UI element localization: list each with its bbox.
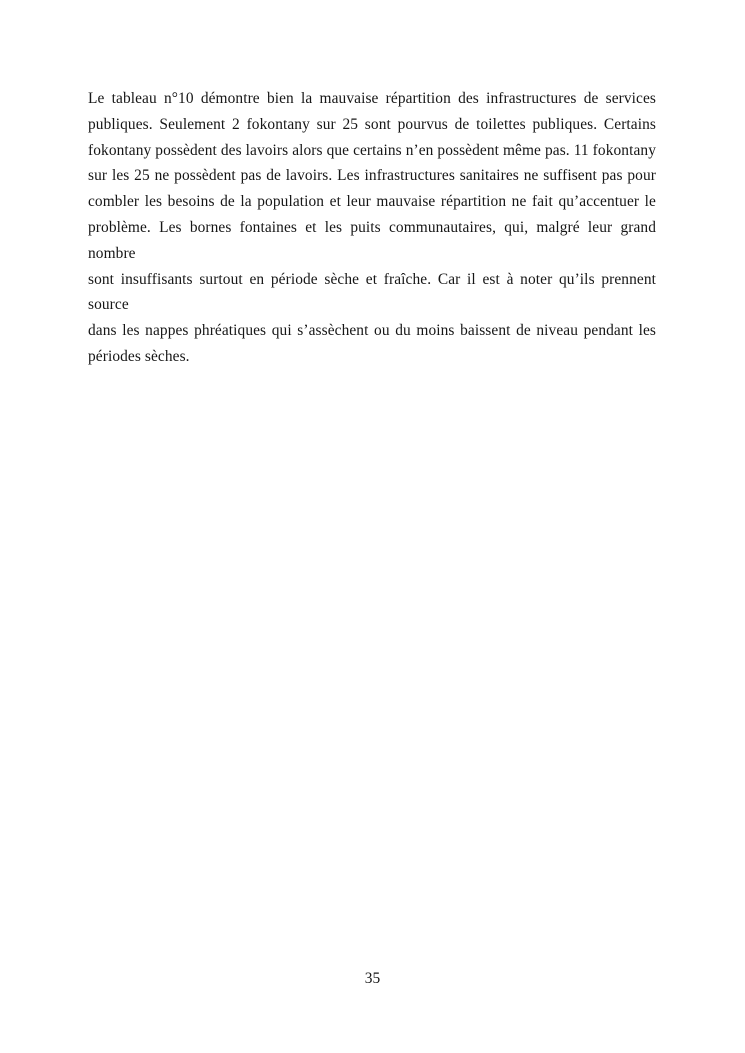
paragraph-line: Le tableau n°10 démontre bien la mauvaise répartition des infrastructures de services	[88, 90, 656, 107]
page-number: 35	[364, 970, 381, 987]
paragraph-line: périodes sèches.	[88, 347, 190, 365]
paragraph-line: problème. Les bornes fontaines et les puits communautaires, qui, malgré leur grand nombre	[88, 218, 656, 262]
paragraph-line: dans les nappes phréatiques qui s’assèchent ou du moins baissent de niveau pendant les	[88, 322, 656, 340]
paragraph-line: combler les besoins de la population et leur mauvaise répartition ne fait qu’accentuer le	[88, 193, 656, 211]
paragraph-line: fokontany possèdent des lavoirs alors que certains n’en possèdent même pas. 11 fokontany	[88, 141, 656, 159]
paragraph-line: sur les 25 ne possèdent pas de lavoirs. Les infrastructures sanitaires ne suffisent pas pour	[88, 167, 656, 185]
page-footer	[0, 968, 745, 990]
paragraph-line: sont insuffisants surtout en période sèche et fraîche. Car il est à noter qu’ils prennent source	[88, 270, 656, 314]
paragraph-line: publiques. Seulement 2 fokontany sur 25 sont pourvus de toilettes publiques. Certains	[88, 115, 656, 133]
body-paragraph	[88, 86, 656, 370]
